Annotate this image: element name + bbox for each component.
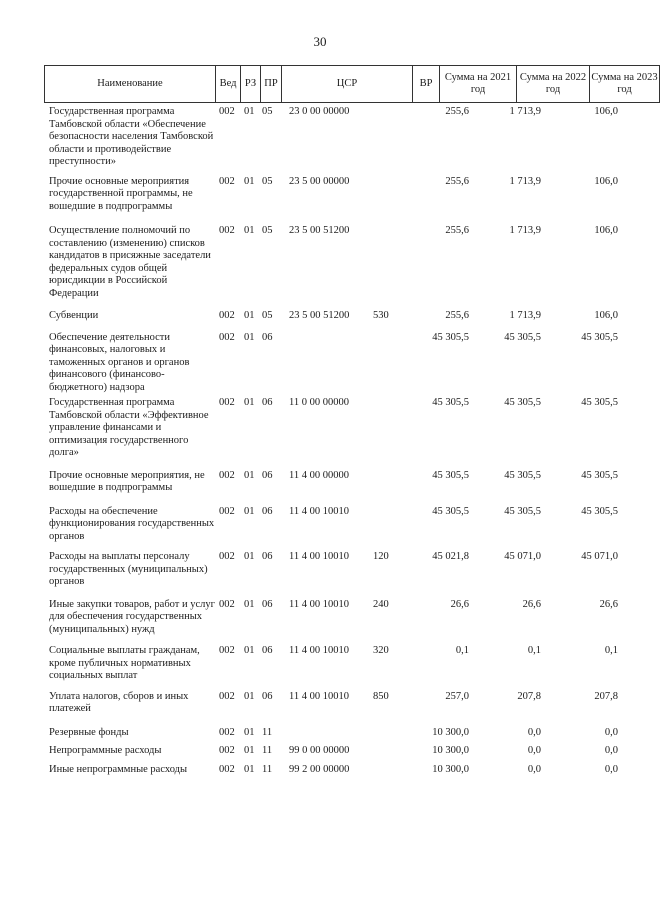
ved-cell: 002 — [219, 175, 235, 187]
page-number: 30 — [313, 34, 327, 49]
table-row — [0, 332, 640, 395]
table-row — [0, 397, 640, 460]
table-row — [0, 691, 640, 716]
sum-2021-cell: 45 305,5 — [432, 397, 469, 408]
header-ved: Вед — [215, 65, 240, 103]
table-row — [0, 506, 640, 544]
header-rz: РЗ — [240, 65, 260, 103]
sum-2023-cell: 26,6 — [599, 598, 618, 610]
ved-cell: 002 — [219, 397, 235, 408]
vr-cell: 240 — [373, 598, 389, 610]
sum-2021-cell: 10 300,0 — [432, 745, 469, 756]
rz-cell: 01 — [244, 106, 255, 117]
header-vr: ВР — [412, 65, 439, 103]
sum-2021-cell: 0,1 — [455, 645, 469, 656]
ved-cell: 002 — [219, 505, 235, 517]
header-pr: ПР — [260, 65, 281, 103]
sum-2022-cell: 1 713,9 — [509, 225, 541, 236]
vr-cell: 320 — [373, 645, 389, 656]
csr-cell: 23 0 00 00000 — [289, 106, 350, 117]
sum-2023-cell: 45 071,0 — [581, 551, 618, 562]
pr-cell: 05 — [262, 175, 273, 187]
sum-2021-cell: 255,6 — [445, 175, 469, 187]
pr-cell: 11 — [262, 745, 273, 756]
header-csr: ЦСР — [281, 65, 412, 103]
csr-cell: 11 4 00 10010 — [289, 645, 349, 656]
rz-cell: 01 — [244, 225, 255, 236]
row-name: Государственная программа Тамбовской области «Эффективное управление финансами и оптимизация государственного долга» — [49, 397, 209, 458]
row-name: Прочие основные мероприятия государственной программы, не вошедшие в подпрограммы — [49, 175, 193, 212]
sum-2021-cell: 45 305,5 — [432, 469, 469, 481]
sum-2023-cell: 0,1 — [604, 645, 618, 656]
sum-2021-cell: 45 305,5 — [432, 331, 469, 343]
ved-cell: 002 — [219, 225, 235, 236]
pr-cell: 11 — [262, 763, 273, 775]
sum-2022-cell: 0,0 — [527, 726, 541, 738]
rz-cell: 01 — [244, 745, 255, 756]
sum-2023-cell: 0,0 — [604, 726, 618, 738]
sum-2022-cell: 0,0 — [527, 763, 541, 775]
sum-2021-cell: 255,6 — [445, 310, 469, 321]
sum-2021-cell: 45 021,8 — [432, 551, 469, 562]
csr-cell: 11 4 00 10010 — [289, 598, 349, 610]
ved-cell: 002 — [219, 598, 235, 610]
rz-cell: 01 — [244, 469, 255, 481]
row-name: Обеспечение деятельности финансовых, налоговых и таможенных органов и органов финансового (финансово-бюджетного) надзора — [49, 331, 190, 393]
rz-cell: 01 — [244, 505, 255, 517]
row-name: Иные непрограммные расходы — [49, 763, 188, 775]
ved-cell: 002 — [219, 690, 235, 702]
sum-2022-cell: 45 305,5 — [504, 469, 541, 481]
sum-2022-cell: 0,1 — [527, 645, 541, 656]
sum-2023-cell: 0,0 — [604, 745, 618, 756]
vr-cell: 120 — [373, 551, 389, 562]
rz-cell: 01 — [244, 598, 255, 610]
table-row — [0, 106, 640, 169]
row-name: Резервные фонды — [49, 726, 129, 738]
table-row — [0, 599, 640, 637]
sum-2022-cell: 1 713,9 — [509, 175, 541, 187]
sum-2022-cell: 1 713,9 — [509, 106, 541, 117]
csr-cell: 11 0 00 00000 — [289, 397, 349, 408]
ved-cell: 002 — [219, 106, 235, 117]
sum-2022-cell: 45 305,5 — [504, 397, 541, 408]
sum-2022-cell: 45 305,5 — [504, 505, 541, 517]
row-name: Расходы на обеспечение функционирования государственных органов — [49, 505, 215, 542]
pr-cell: 06 — [262, 469, 273, 481]
pr-cell: 06 — [262, 397, 273, 408]
pr-cell: 06 — [262, 331, 273, 343]
ved-cell: 002 — [219, 469, 235, 481]
sum-2023-cell: 106,0 — [594, 225, 618, 236]
ved-cell: 002 — [219, 551, 235, 562]
vr-cell: 530 — [373, 310, 389, 321]
sum-2021-cell: 45 305,5 — [432, 505, 469, 517]
sum-2021-cell: 257,0 — [445, 690, 469, 702]
pr-cell: 06 — [262, 505, 273, 517]
header-sum-2022: Сумма на 2022 год — [516, 65, 589, 103]
table-row — [0, 645, 640, 683]
sum-2021-cell: 26,6 — [450, 598, 469, 610]
row-name: Непрограммные расходы — [49, 745, 162, 756]
pr-cell: 06 — [262, 598, 273, 610]
header-sum-2021: Сумма на 2021 год — [439, 65, 516, 103]
sum-2022-cell: 45 305,5 — [504, 331, 541, 343]
ved-cell: 002 — [219, 645, 235, 656]
vr-cell: 850 — [373, 690, 389, 702]
table-row — [0, 551, 640, 589]
pr-cell: 11 — [262, 726, 273, 738]
csr-cell: 11 4 00 10010 — [289, 551, 349, 562]
pr-cell: 06 — [262, 551, 273, 562]
rz-cell: 01 — [244, 397, 255, 408]
table-row — [0, 470, 640, 495]
sum-2021-cell: 10 300,0 — [432, 763, 469, 775]
pr-cell: 06 — [262, 645, 273, 656]
sum-2022-cell: 0,0 — [527, 745, 541, 756]
sum-2022-cell: 45 071,0 — [504, 551, 541, 562]
csr-cell: 99 2 00 00000 — [289, 763, 350, 775]
csr-cell: 23 5 00 51200 — [289, 310, 350, 321]
csr-cell: 23 5 00 51200 — [289, 225, 350, 236]
row-name: Субвенции — [49, 310, 99, 321]
ved-cell: 002 — [219, 763, 235, 775]
sum-2021-cell: 255,6 — [445, 106, 469, 117]
csr-cell: 11 4 00 00000 — [289, 469, 349, 481]
sum-2022-cell: 1 713,9 — [509, 310, 541, 321]
ved-cell: 002 — [219, 726, 235, 738]
row-name: Социальные выплаты гражданам, кроме публичных нормативных социальных выплат — [49, 645, 200, 681]
row-name: Государственная программа Тамбовской области «Обеспечение безопасности населения Тамбовской области и противодействие преступности» — [49, 106, 214, 167]
sum-2023-cell: 106,0 — [594, 175, 618, 187]
sum-2023-cell: 45 305,5 — [581, 397, 618, 408]
csr-cell: 99 0 00 00000 — [289, 745, 350, 756]
sum-2022-cell: 26,6 — [522, 598, 541, 610]
ved-cell: 002 — [219, 331, 235, 343]
rz-cell: 01 — [244, 551, 255, 562]
sum-2021-cell: 10 300,0 — [432, 726, 469, 738]
header-name: Наименование — [44, 65, 215, 103]
csr-cell: 23 5 00 00000 — [289, 175, 350, 187]
sum-2023-cell: 106,0 — [594, 106, 618, 117]
rz-cell: 01 — [244, 175, 255, 187]
row-name: Уплата налогов, сборов и иных платежей — [49, 690, 189, 714]
pr-cell: 05 — [262, 310, 273, 321]
row-name: Прочие основные мероприятия, не вошедшие в подпрограммы — [49, 469, 205, 493]
pr-cell: 05 — [262, 106, 273, 117]
sum-2023-cell: 45 305,5 — [581, 505, 618, 517]
row-name: Осуществление полномочий по составлению (изменению) списков кандидатов в присяжные заседатели федеральных судов общей юрисдикции в Российской Федерации — [49, 225, 211, 299]
sum-2022-cell: 207,8 — [517, 690, 541, 702]
csr-cell: 11 4 00 10010 — [289, 505, 349, 517]
rz-cell: 01 — [244, 310, 255, 321]
sum-2023-cell: 207,8 — [594, 690, 618, 702]
sum-2023-cell: 45 305,5 — [581, 469, 618, 481]
table-row — [0, 764, 640, 777]
pr-cell: 05 — [262, 225, 273, 236]
header-sum-2023: Сумма на 2023 год — [589, 65, 660, 103]
ved-cell: 002 — [219, 310, 235, 321]
row-name: Расходы на выплаты персоналу государственных (муниципальных) органов — [49, 551, 208, 587]
sum-2021-cell: 255,6 — [445, 225, 469, 236]
sum-2023-cell: 45 305,5 — [581, 331, 618, 343]
rz-cell: 01 — [244, 645, 255, 656]
table-row — [0, 176, 640, 214]
ved-cell: 002 — [219, 745, 235, 756]
rz-cell: 01 — [244, 726, 255, 738]
table-row — [0, 225, 640, 300]
table-row — [0, 310, 640, 323]
pr-cell: 06 — [262, 690, 273, 702]
table-row — [0, 745, 640, 758]
sum-2023-cell: 106,0 — [594, 310, 618, 321]
rz-cell: 01 — [244, 690, 255, 702]
table-row — [0, 727, 640, 740]
rz-cell: 01 — [244, 331, 255, 343]
table-body — [0, 106, 640, 779]
row-name: Иные закупки товаров, работ и услуг для обеспечения государственных (муниципальных) нужд — [49, 598, 215, 635]
sum-2023-cell: 0,0 — [604, 763, 618, 775]
rz-cell: 01 — [244, 763, 255, 775]
csr-cell: 11 4 00 10010 — [289, 690, 349, 702]
